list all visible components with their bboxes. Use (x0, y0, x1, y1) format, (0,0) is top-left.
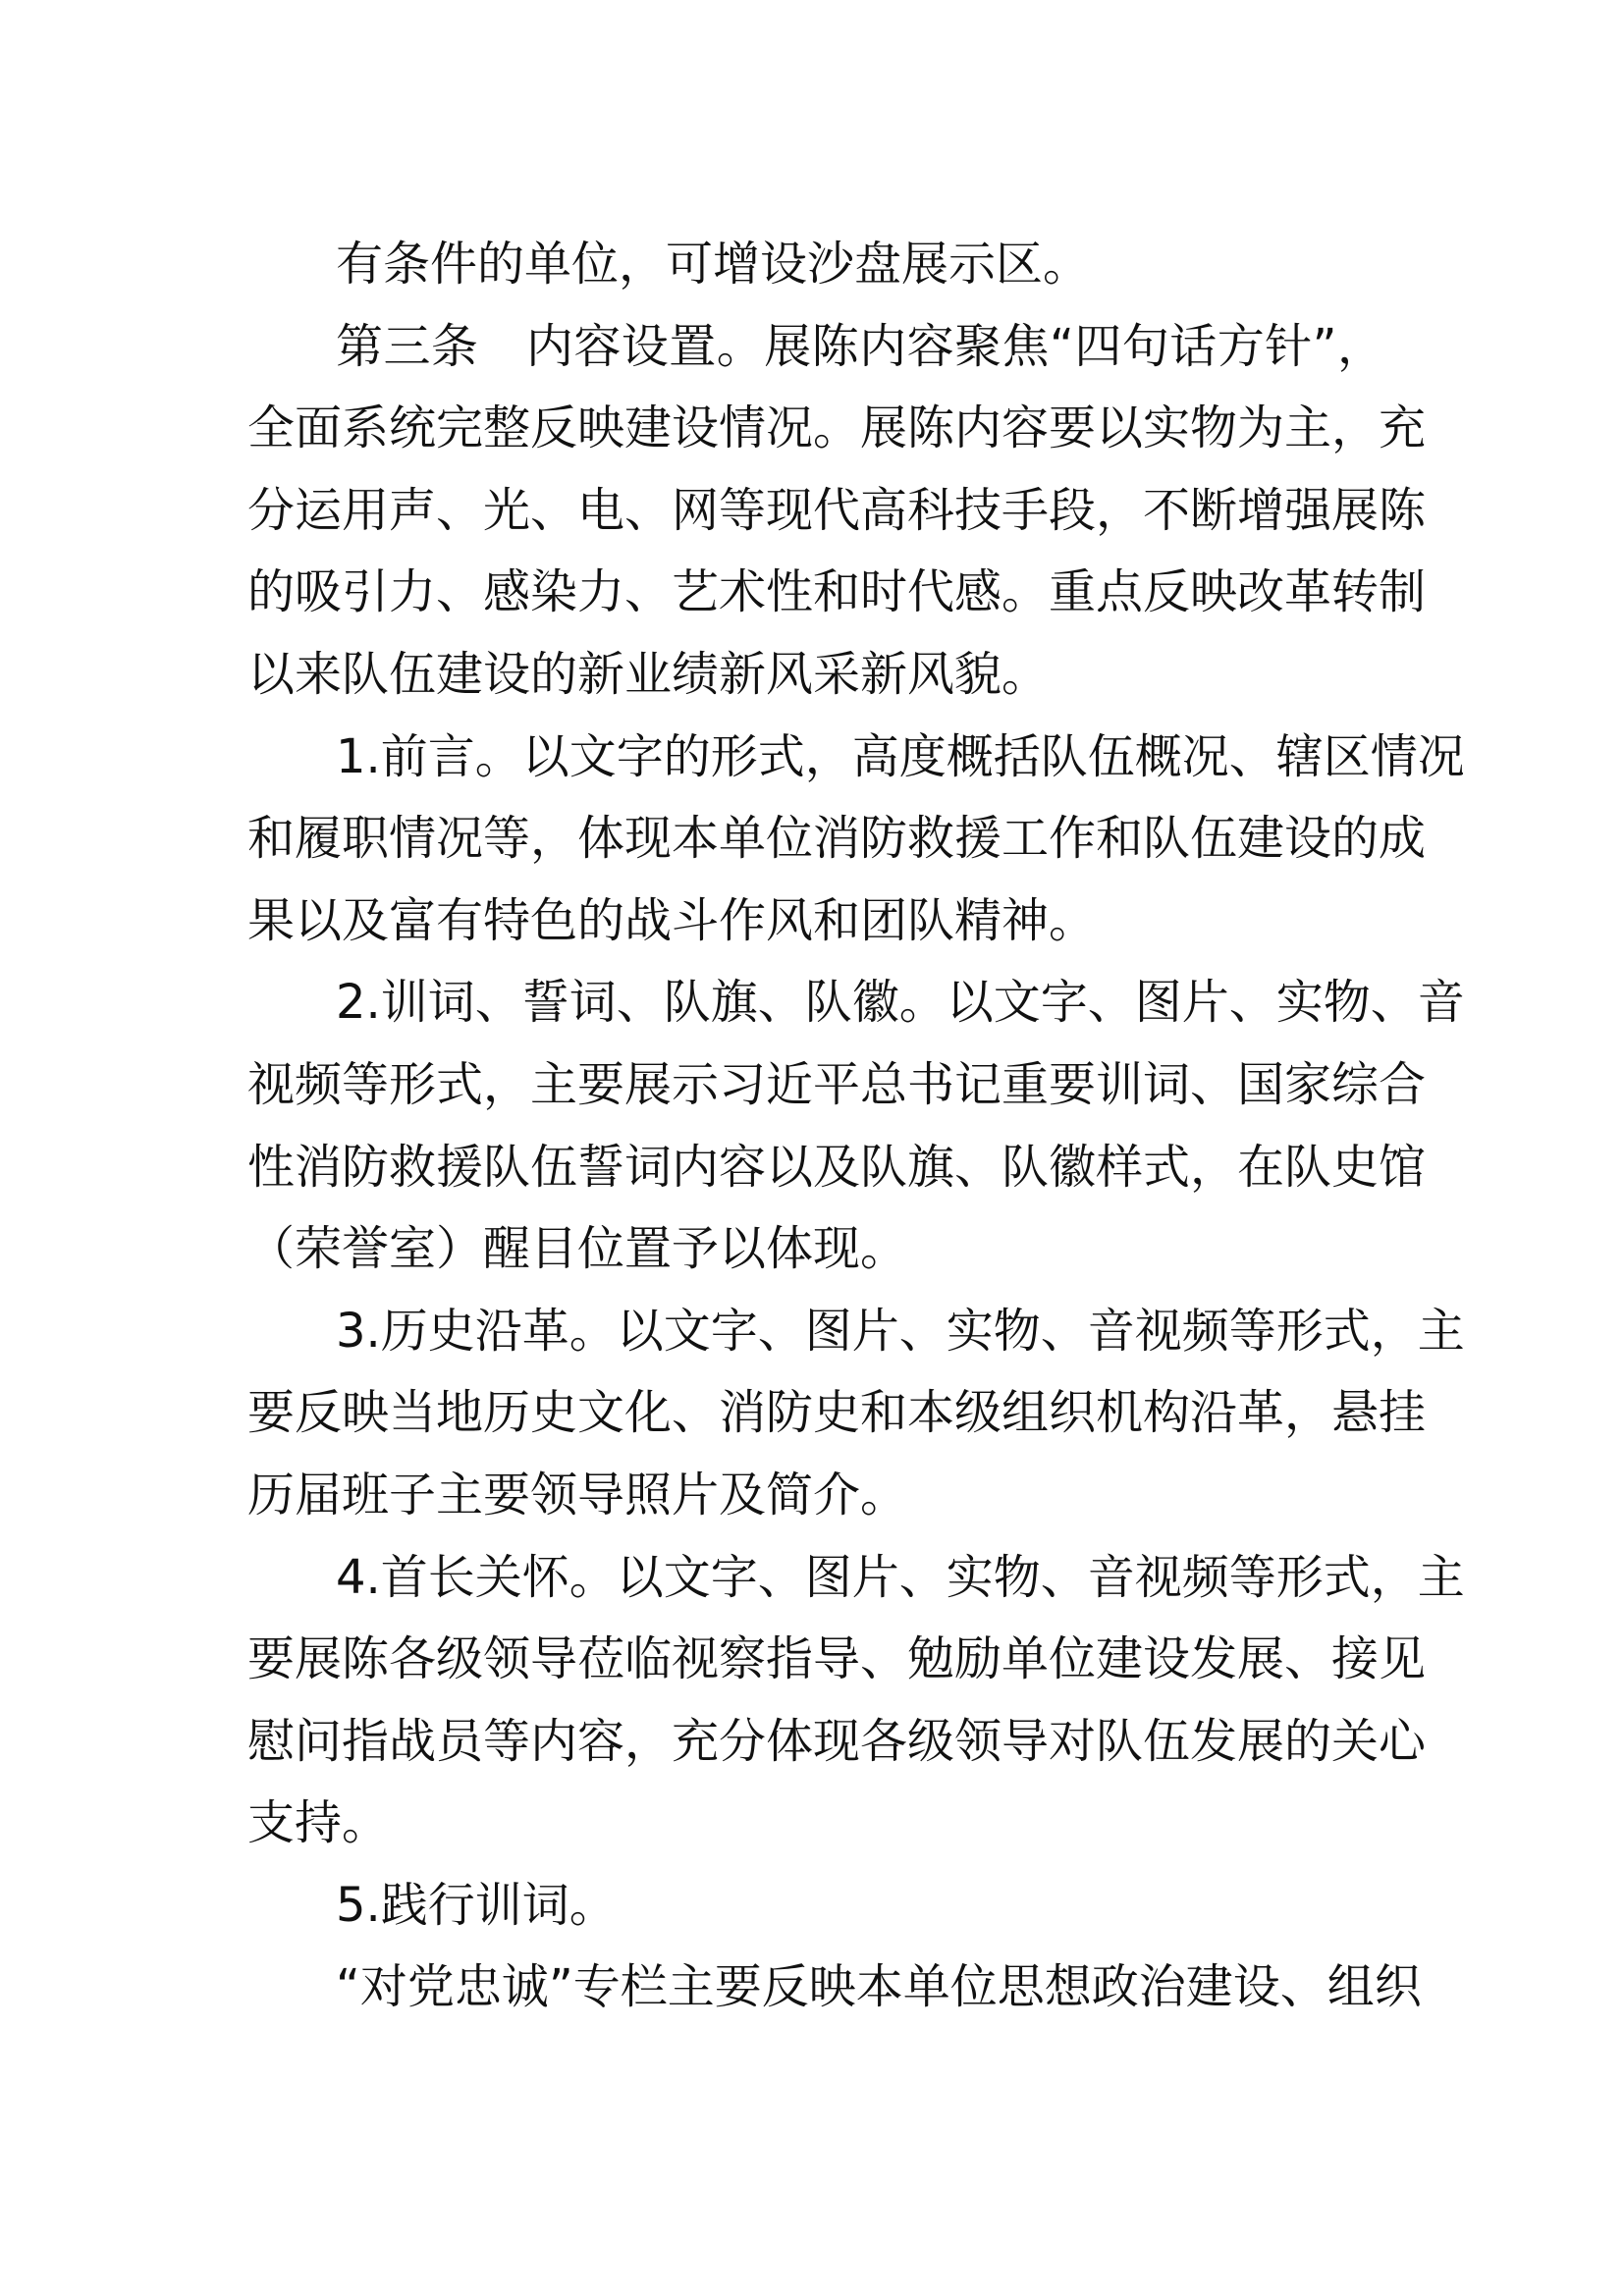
paragraph (247, 962, 1465, 1290)
text-line: 性消防救援队伍誓词内容以及队旗、队徽样式，在队史馆 (247, 1139, 1427, 1195)
text-line: 分运用声、光、电、网等现代高科技手段，不断增强展陈 (247, 482, 1427, 538)
text-line: 支持。 (247, 1795, 390, 1851)
text-line: 历届班子主要领导照片及简介。 (247, 1467, 908, 1522)
paragraph (247, 1865, 1384, 1948)
paragraph (247, 306, 1427, 717)
text-line: 和履职情况等，体现本单位消防救援工作和队伍建设的成 (247, 811, 1427, 867)
text-line: 4.首长关怀。以文字、图片、实物、音视频等形式，主 (336, 1549, 1465, 1605)
text-line: 的吸引力、感染力、艺术性和时代感。重点反映改革转制 (247, 564, 1427, 620)
text-line: “对党忠诚”专栏主要反映本单位思想政治建设、组织 (336, 1959, 1422, 2015)
text-line: （荣誉室）醒目位置予以体现。 (247, 1221, 908, 1277)
paragraph (247, 1947, 1422, 2029)
text-line: 视频等形式，主要展示习近平总书记重要训词、国家综合 (247, 1056, 1427, 1112)
paragraph (247, 1537, 1465, 1865)
text-line: 第三条 内容设置。展陈内容聚焦“四句话方针”， (336, 318, 1384, 374)
text-line: 果以及富有特色的战斗作风和团队精神。 (247, 892, 1097, 948)
text-line: 要反映当地历史文化、消防史和本级组织机构沿革，悬挂 (247, 1385, 1427, 1441)
paragraph (247, 224, 1384, 306)
text-line: 1.前言。以文字的形式，高度概括队伍概况、辖区情况 (336, 728, 1465, 784)
document-page (247, 224, 1465, 2029)
text-line: 慰问指战员等内容，充分体现各级领导对队伍发展的关心 (247, 1713, 1427, 1769)
text-line: 2.训词、誓词、队旗、队徽。以文字、图片、实物、音 (336, 975, 1465, 1031)
paragraph (247, 1291, 1465, 1537)
text-line: 以来队伍建设的新业绩新风采新风貌。 (247, 646, 1050, 702)
text-line: 要展陈各级领导莅临视察指导、勉励单位建设发展、接见 (247, 1631, 1427, 1687)
text-line: 全面系统完整反映建设情况。展陈内容要以实物为主，充 (247, 400, 1427, 456)
paragraph (247, 717, 1465, 963)
text-line: 有条件的单位，可增设沙盘展示区。 (336, 237, 1091, 292)
text-line: 3.历史沿革。以文字、图片、实物、音视频等形式，主 (336, 1303, 1465, 1359)
text-line: 5.践行训词。 (336, 1877, 617, 1933)
